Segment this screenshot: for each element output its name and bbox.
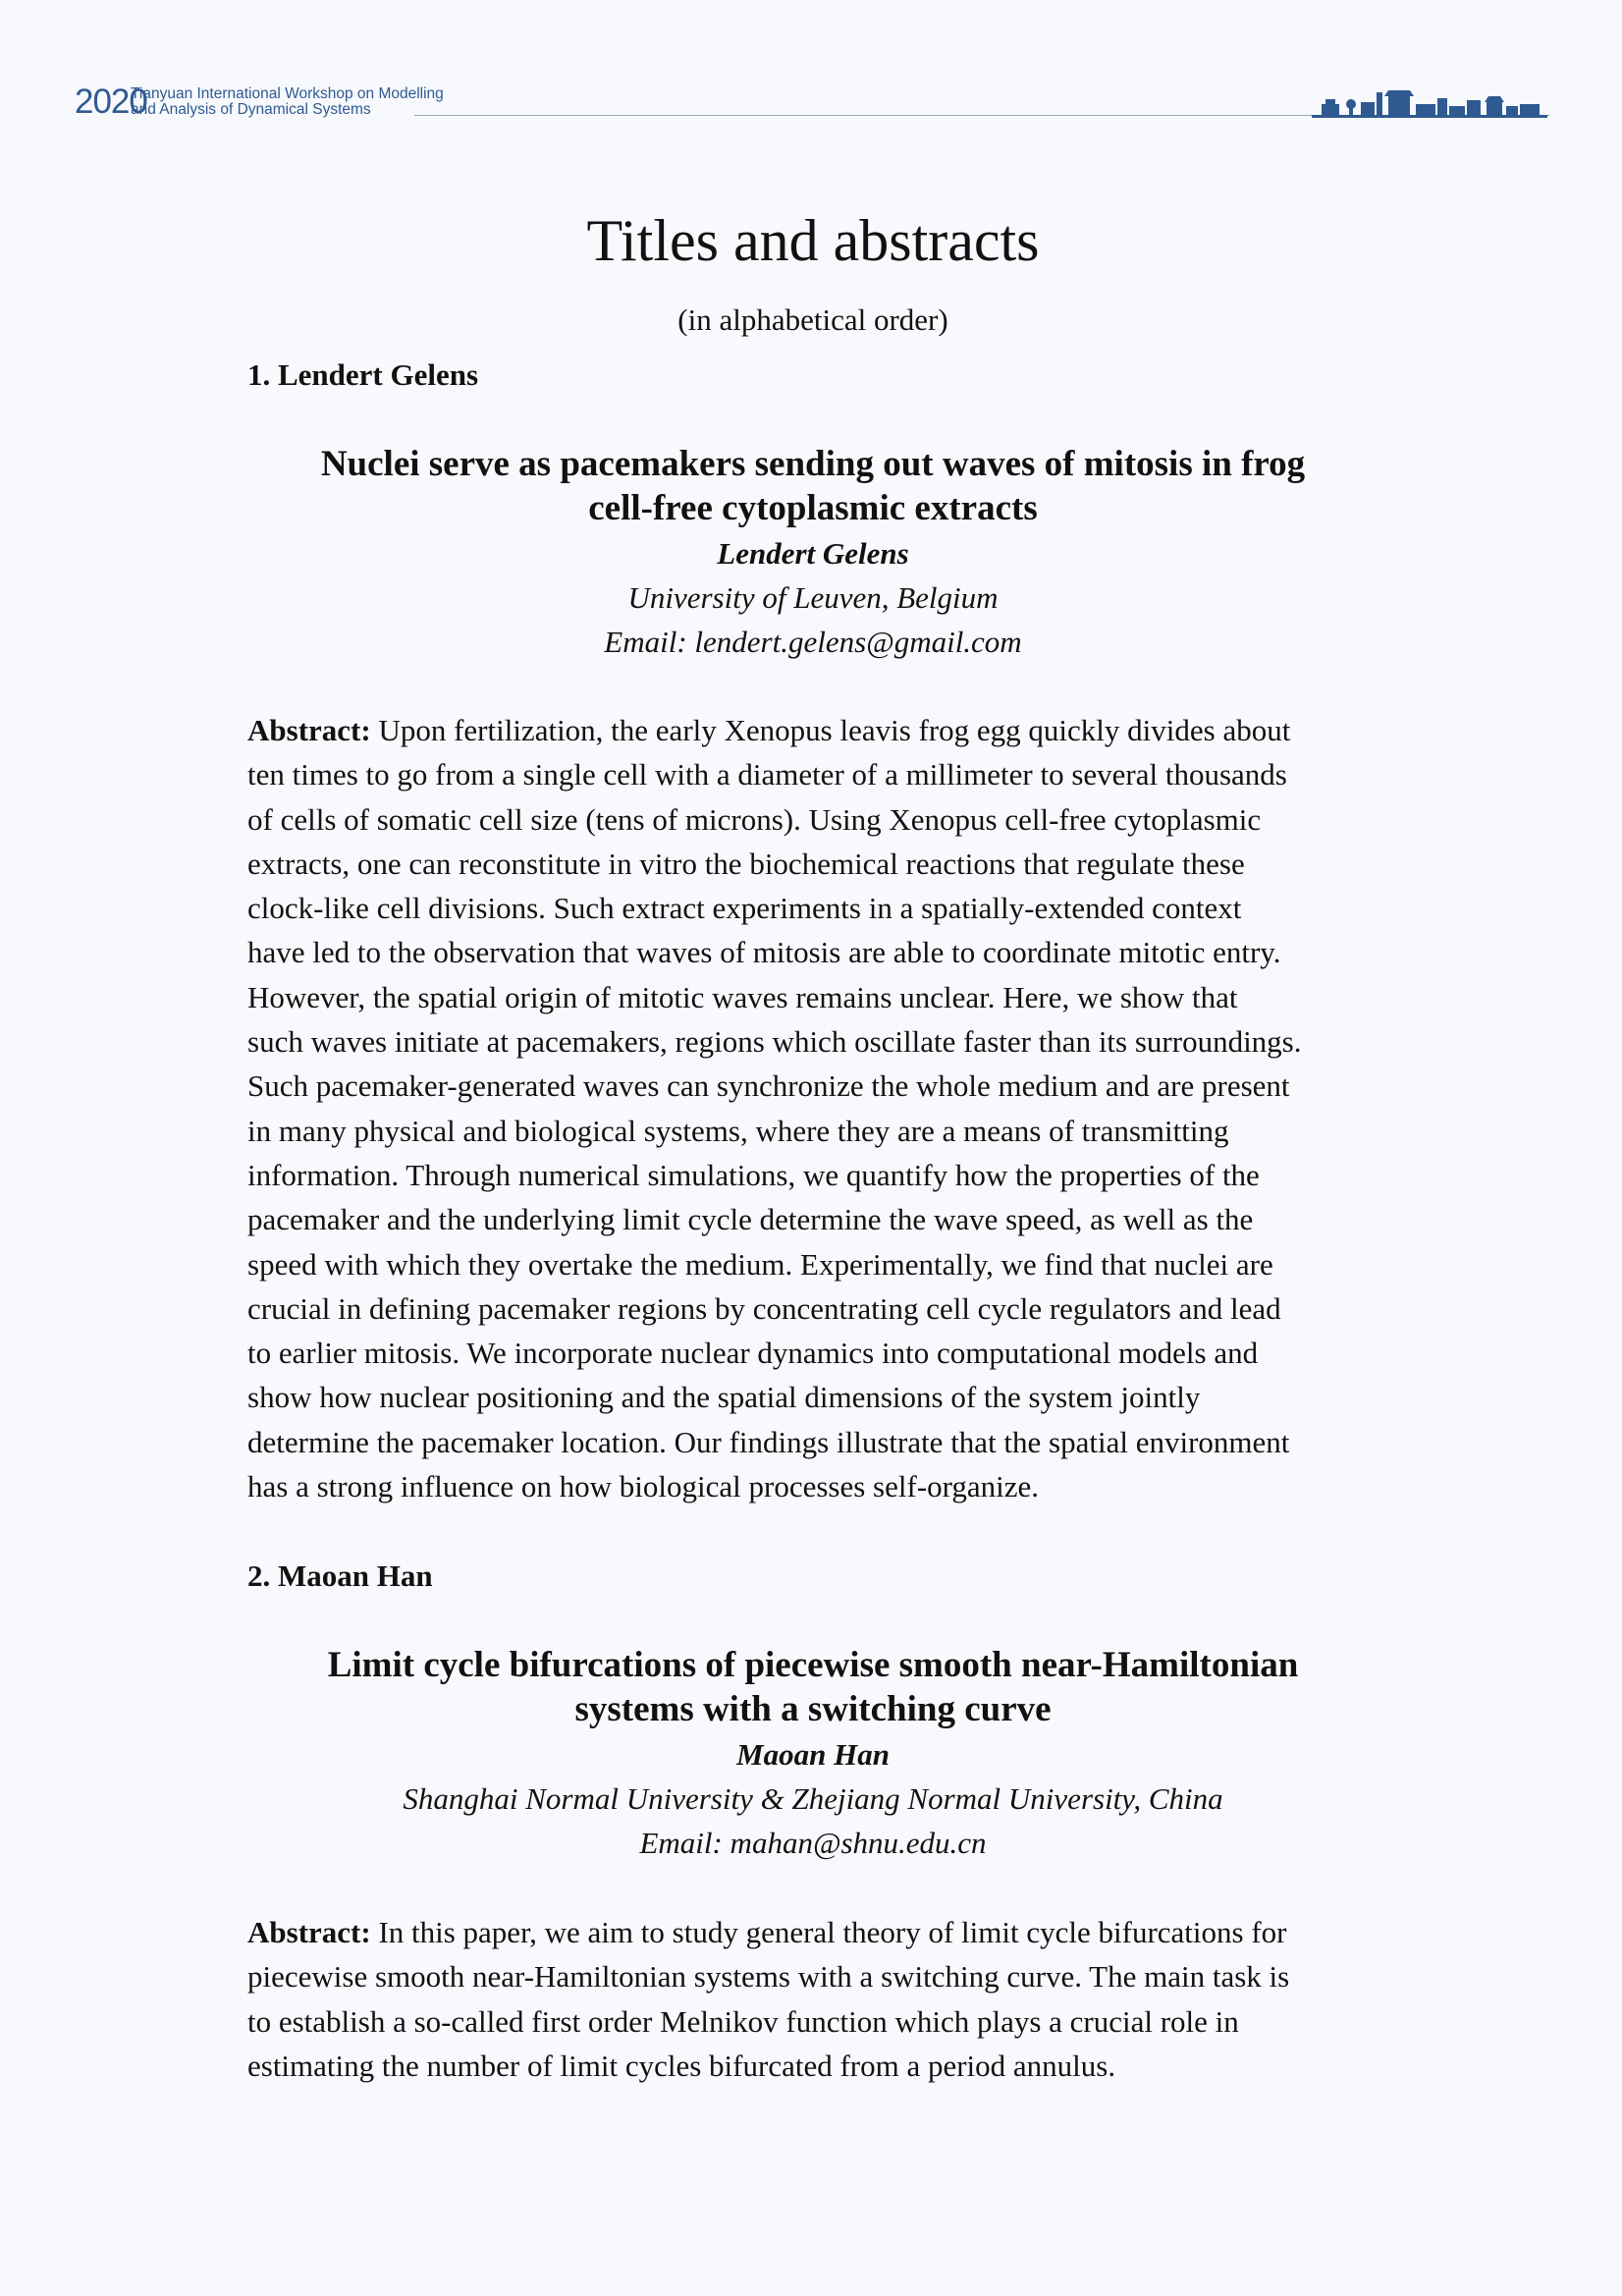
abstract-block	[247, 708, 1406, 1508]
abstract-line: has a strong influence on how biological processes self-organize.	[247, 1469, 1040, 1504]
abstract-line: pacemaker and the underlying limit cycle determine the wave speed, as well as the	[247, 1202, 1254, 1237]
paper-title-line-1: Nuclei serve as pacemakers sending out waves of mitosis in frog	[320, 444, 1306, 484]
abstract-line: Upon fertilization, the early Xenopus leavis frog egg quickly divides about	[370, 713, 1291, 747]
page-subtitle: (in alphabetical order)	[677, 302, 948, 337]
paper-title-line-2: cell-free cytoplasmic extracts	[588, 488, 1038, 528]
abstract-line: information. Through numerical simulations, we quantify how the properties of the	[247, 1157, 1260, 1192]
page-title: Titles and abstracts	[586, 208, 1040, 273]
abstract-line: estimating the number of limit cycles bifurcated from a period annulus.	[247, 2048, 1116, 2083]
abstract-line: ten times to go from a single cell with a diameter of a millimeter to several thousands	[247, 757, 1287, 793]
paper-affiliation: Shanghai Normal University & Zhejiang Normal University, China	[403, 1781, 1223, 1816]
abstract-line: show how nuclear positioning and the spatial dimensions of the system jointly	[247, 1380, 1201, 1415]
abstract-line: clock-like cell divisions. Such extract experiments in a spatially-extended context	[247, 891, 1242, 926]
entry-heading: 2. Maoan Han	[247, 1558, 433, 1593]
abstract-label: Abstract:	[247, 713, 371, 747]
abstract-line: to establish a so-called first order Melnikov function which plays a crucial role in	[247, 2003, 1239, 2039]
abstract-line: in many physical and biological systems, where they are a means of transmitting	[247, 1113, 1229, 1148]
conference-header	[75, 81, 1549, 124]
header-year: 2020	[75, 82, 147, 121]
abstract-line: of cells of somatic cell size (tens of microns). Using Xenopus cell-free cytoplasmic	[247, 801, 1262, 837]
header-conference-line-1: Tianyuan International Workshop on Modelling	[131, 85, 444, 102]
abstract-line: Such pacemaker-generated waves can synchronize the whole medium and are present	[247, 1068, 1290, 1104]
campus-skyline-icon	[1312, 81, 1547, 118]
abstract-line: However, the spatial origin of mitotic waves remains unclear. Here, we show that	[247, 979, 1238, 1014]
paper-title-line-1: Limit cycle bifurcations of piecewise smooth near-Hamiltonian	[327, 1645, 1299, 1685]
abstract-line: In this paper, we aim to study general theory of limit cycle bifurcations for	[370, 1915, 1287, 1949]
paper-title-line-2: systems with a switching curve	[574, 1689, 1052, 1729]
abstract-line: speed with which they overtake the medium. Experimentally, we find that nuclei are	[247, 1246, 1273, 1282]
entry-heading: 1. Lendert Gelens	[247, 357, 479, 392]
abstract-line: crucial in defining pacemaker regions by concentrating cell cycle regulators and lead	[247, 1290, 1281, 1326]
paper-author: Maoan Han	[736, 1737, 890, 1772]
paper-author: Lendert Gelens	[717, 536, 909, 571]
abstract-block	[247, 1910, 1406, 2088]
abstract-line: extracts, one can reconstitute in vitro the biochemical reactions that regulate these	[247, 846, 1245, 881]
abstract-line: such waves initiate at pacemakers, regions which oscillate faster than its surroundings.	[247, 1024, 1302, 1060]
abstract-line: piecewise smooth near-Hamiltonian systems with a switching curve. The main task is	[247, 1959, 1290, 1995]
paper-email: Email: lendert.gelens@gmail.com	[604, 625, 1022, 659]
abstract-line: to earlier mitosis. We incorporate nuclear dynamics into computational models and	[247, 1336, 1259, 1371]
header-conference-line-2: and Analysis of Dynamical Systems	[131, 101, 371, 118]
abstract-line: determine the pacemaker location. Our findings illustrate that the spatial environment	[247, 1424, 1290, 1459]
abstract-line: have led to the observation that waves of mitosis are able to coordinate mitotic entry.	[247, 935, 1281, 970]
abstract-label: Abstract:	[247, 1915, 371, 1949]
paper-email: Email: mahan@shnu.edu.cn	[639, 1826, 987, 1860]
paper-affiliation: University of Leuven, Belgium	[627, 580, 999, 615]
